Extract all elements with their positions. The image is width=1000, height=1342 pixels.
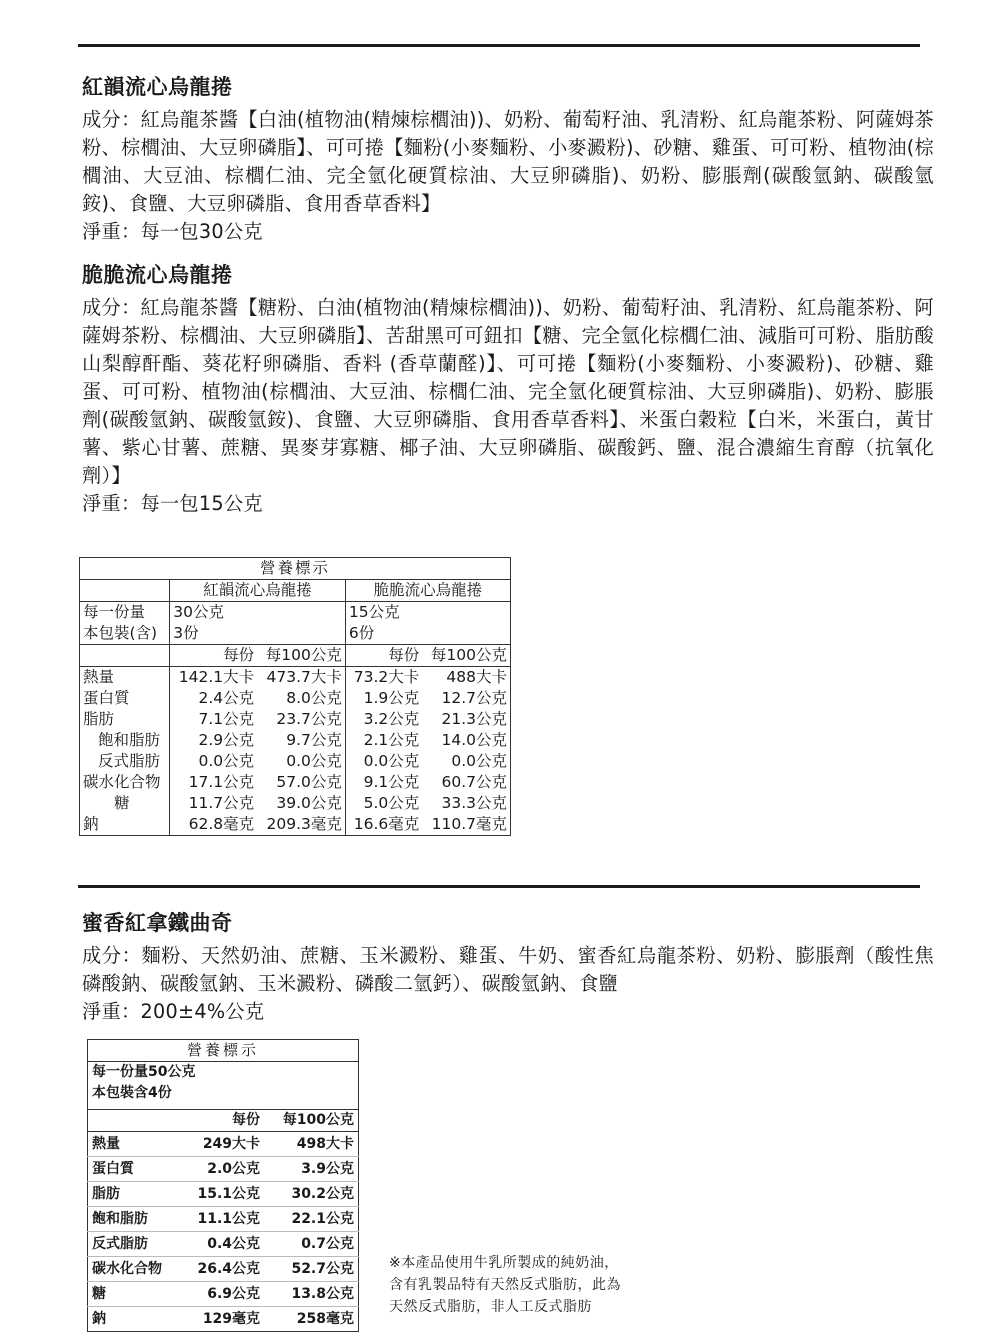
value-100g: 52.7公克: [264, 1257, 358, 1282]
value-b-serving: 73.2大卡: [345, 667, 422, 689]
value-a-serving: 0.0公克: [170, 751, 257, 772]
value-b-serving: 2.1公克: [345, 730, 422, 751]
table-row: [88, 1257, 359, 1282]
table-row: [80, 730, 511, 751]
value-b-100g: 33.3公克: [441, 794, 507, 812]
serving-b: 15公克: [345, 602, 510, 624]
value-a-100g: 0.0公克: [286, 752, 342, 770]
product-title: 蜜香紅拿鐵曲奇: [82, 911, 233, 935]
table-row: [80, 814, 511, 836]
column-header-b: 脆脆流心烏龍捲: [345, 580, 510, 602]
value-a-100g: 473.7大卡: [266, 668, 342, 686]
pack-count: 本包裝含4份: [92, 1085, 172, 1101]
nutrition-table-2: [87, 1039, 359, 1332]
value-a-serving: 2.4公克: [170, 688, 257, 709]
table-row: [88, 1182, 359, 1207]
value-b-serving: 1.9公克: [345, 688, 422, 709]
column-header-a: 紅韻流心烏龍捲: [170, 580, 346, 602]
ingredients-text: 成分：紅烏龍茶醬【糖粉、白油(植物油(精煉棕櫚油))、奶粉、葡萄籽油、乳清粉、紅烏龍茶粉、阿薩姆茶粉、棕櫚油、大豆卵磷脂】、苦甜黑可可鈕扣【糖、完全氫化棕櫚仁油、減脂可可粉、脂肪酸山梨醇酐酯、葵花籽卵磷脂、香料 (香草蘭醛)】、可可捲【麵粉(小麥麵粉、小麥澱粉)、砂糖、雞蛋、可可粉、植物油(棕櫚油、大豆油、棕櫚仁油、完全氫化硬質棕油、大豆卵磷脂)、奶粉、膨脹劑(碳酸氫鈉、碳酸氫銨)、食鹽、大豆卵磷脂、食用香草香料】、米蛋白穀粒【白米，米蛋白，黃甘薯、紫心甘薯、蔗糖、異麥芽寡糖、椰子油、大豆卵磷脂、碳酸鈣、鹽、混合濃縮生育醇（抗氧化劑）】: [82, 296, 934, 487]
ingredients-text: 成分：麵粉、天然奶油、蔗糖、玉米澱粉、雞蛋、牛奶、蜜香紅烏龍茶粉、奶粉、膨脹劑（酸性焦磷酸鈉、碳酸氫鈉、玉米澱粉、磷酸二氫鈣）、碳酸氫鈉、食鹽: [82, 944, 934, 995]
value-b-serving: 0.0公克: [345, 751, 422, 772]
nutrition-table-1: [79, 557, 511, 836]
value-serving: 2.0公克: [180, 1157, 264, 1182]
serving-size: 每一份量50公克: [92, 1064, 196, 1080]
value-b-serving: 16.6毫克: [345, 814, 422, 836]
value-100g: 22.1公克: [264, 1207, 358, 1232]
value-100g: 13.8公克: [264, 1282, 358, 1307]
value-b-serving: 3.2公克: [345, 709, 422, 730]
value-a-100g: 209.3毫克: [266, 815, 342, 833]
value-a-serving: 2.9公克: [170, 730, 257, 751]
nutrient-name: 蛋白質: [83, 689, 130, 707]
table-row: [80, 751, 511, 772]
nutrient-name: 熱量: [83, 668, 115, 686]
value-a-100g: 8.0公克: [286, 689, 342, 707]
net-weight: 淨重：每一包15公克: [82, 492, 263, 515]
value-a-100g: 57.0公克: [276, 773, 342, 791]
value-serving: 6.9公克: [180, 1282, 264, 1307]
value-b-100g: 488大卡: [446, 668, 507, 686]
value-b-100g: 12.7公克: [441, 689, 507, 707]
nutrient-name: 飽和脂肪: [98, 731, 161, 749]
value-100g: 0.7公克: [264, 1232, 358, 1257]
table-row: [88, 1157, 359, 1182]
table-row: [80, 688, 511, 709]
trans-fat-note: [389, 1252, 621, 1318]
nutrient-name: 蛋白質: [88, 1157, 181, 1182]
table-row: [88, 1307, 359, 1332]
nutrition-header: 營養標示: [88, 1040, 359, 1062]
value-serving: 11.1公克: [180, 1207, 264, 1232]
nutrient-name: 碳水化合物: [83, 773, 161, 791]
serving-label: 每一份量: [83, 603, 146, 621]
value-100g: 258毫克: [296, 1310, 354, 1327]
value-a-100g: 9.7公克: [286, 731, 342, 749]
nutrient-name: 飽和脂肪: [88, 1207, 181, 1232]
value-serving: 0.4公克: [180, 1232, 264, 1257]
value-b-100g: 110.7毫克: [431, 815, 507, 833]
per-100-header: 每100公克: [257, 645, 345, 667]
value-a-100g: 39.0公克: [276, 794, 342, 812]
ingredients-text: 成分：紅烏龍茶醬【白油(植物油(精煉棕櫚油))、奶粉、葡萄籽油、乳清粉、紅烏龍茶粉、阿薩姆茶粉、棕櫚油、大豆卵磷脂】、可可捲【麵粉(小麥麵粉、小麥澱粉)、砂糖、雞蛋、可可粉、植物油(棕櫚油、大豆油、棕櫚仁油、完全氫化硬質棕油、大豆卵磷脂)、奶粉、膨脹劑(碳酸氫鈉、碳酸氫銨)、食鹽、大豆卵磷脂、食用香草香料】: [82, 108, 934, 215]
serving-a: 30公克: [170, 602, 346, 624]
nutrient-name: 反式脂肪: [88, 1232, 181, 1257]
top-divider: [78, 44, 920, 47]
value-100g: 3.9公克: [264, 1157, 358, 1182]
value-a-serving: 7.1公克: [170, 709, 257, 730]
middle-divider: [78, 885, 920, 888]
table-row: [80, 772, 511, 793]
value-a-serving: 62.8毫克: [170, 814, 257, 836]
value-b-serving: 5.0公克: [345, 793, 422, 814]
value-serving: 15.1公克: [180, 1182, 264, 1207]
nutrient-name: 脂肪: [83, 710, 115, 728]
net-weight: 淨重：每一包30公克: [82, 220, 263, 243]
per-serving-header: 每份: [180, 1110, 264, 1132]
value-serving: 129毫克: [202, 1310, 261, 1327]
nutrient-name: 熱量: [88, 1132, 181, 1157]
value-a-serving: 17.1公克: [170, 772, 257, 793]
nutrition-header: 營養標示: [80, 558, 511, 580]
value-b-100g: 14.0公克: [441, 731, 507, 749]
per-100-header: 每100公克: [264, 1110, 358, 1132]
per-serving-header: 每份: [170, 645, 257, 667]
product-section-3: [82, 908, 934, 1026]
pack-label: 本包裝(含): [80, 623, 170, 645]
nutrient-name: 碳水化合物: [88, 1257, 181, 1282]
per-serving-header: 每份: [345, 645, 422, 667]
table-row: [88, 1282, 359, 1307]
net-weight: 淨重：200±4%公克: [82, 1000, 265, 1023]
table-row: [80, 709, 511, 730]
table-row: [88, 1232, 359, 1257]
value-a-serving: 142.1大卡: [170, 667, 257, 689]
nutrient-name: 糖: [114, 794, 130, 812]
table-row: [88, 1207, 359, 1232]
note-line: 含有乳製品特有天然反式脂肪，此為: [389, 1277, 621, 1293]
value-100g: 498大卡: [264, 1132, 358, 1157]
nutrient-name: 反式脂肪: [98, 752, 161, 770]
pack-b: 6份: [345, 623, 510, 645]
value-100g: 30.2公克: [264, 1182, 358, 1207]
per-100-header: 每100公克: [422, 645, 510, 667]
product-title: 脆脆流心烏龍捲: [82, 263, 233, 287]
value-serving: 249大卡: [180, 1132, 264, 1157]
table-row: [88, 1132, 359, 1157]
note-line: ※本產品使用牛乳所製成的純奶油，: [389, 1255, 619, 1271]
value-b-serving: 9.1公克: [345, 772, 422, 793]
value-b-100g: 60.7公克: [441, 773, 507, 791]
value-a-100g: 23.7公克: [276, 710, 342, 728]
value-b-100g: 21.3公克: [441, 710, 507, 728]
nutrient-name: 鈉: [92, 1310, 106, 1327]
nutrient-name: 糖: [88, 1282, 181, 1307]
nutrient-name: 鈉: [83, 815, 99, 833]
note-line: 天然反式脂肪，非人工反式脂肪: [389, 1299, 592, 1315]
value-a-serving: 11.7公克: [170, 793, 257, 814]
table-row: [80, 793, 511, 814]
product-section-2: [82, 260, 934, 518]
product-title: 紅韻流心烏龍捲: [82, 75, 233, 99]
nutrient-name: 脂肪: [88, 1182, 181, 1207]
value-serving: 26.4公克: [180, 1257, 264, 1282]
pack-a: 3份: [170, 623, 346, 645]
product-section-1: [82, 72, 934, 246]
value-b-100g: 0.0公克: [451, 752, 507, 770]
table-row: [80, 667, 511, 689]
